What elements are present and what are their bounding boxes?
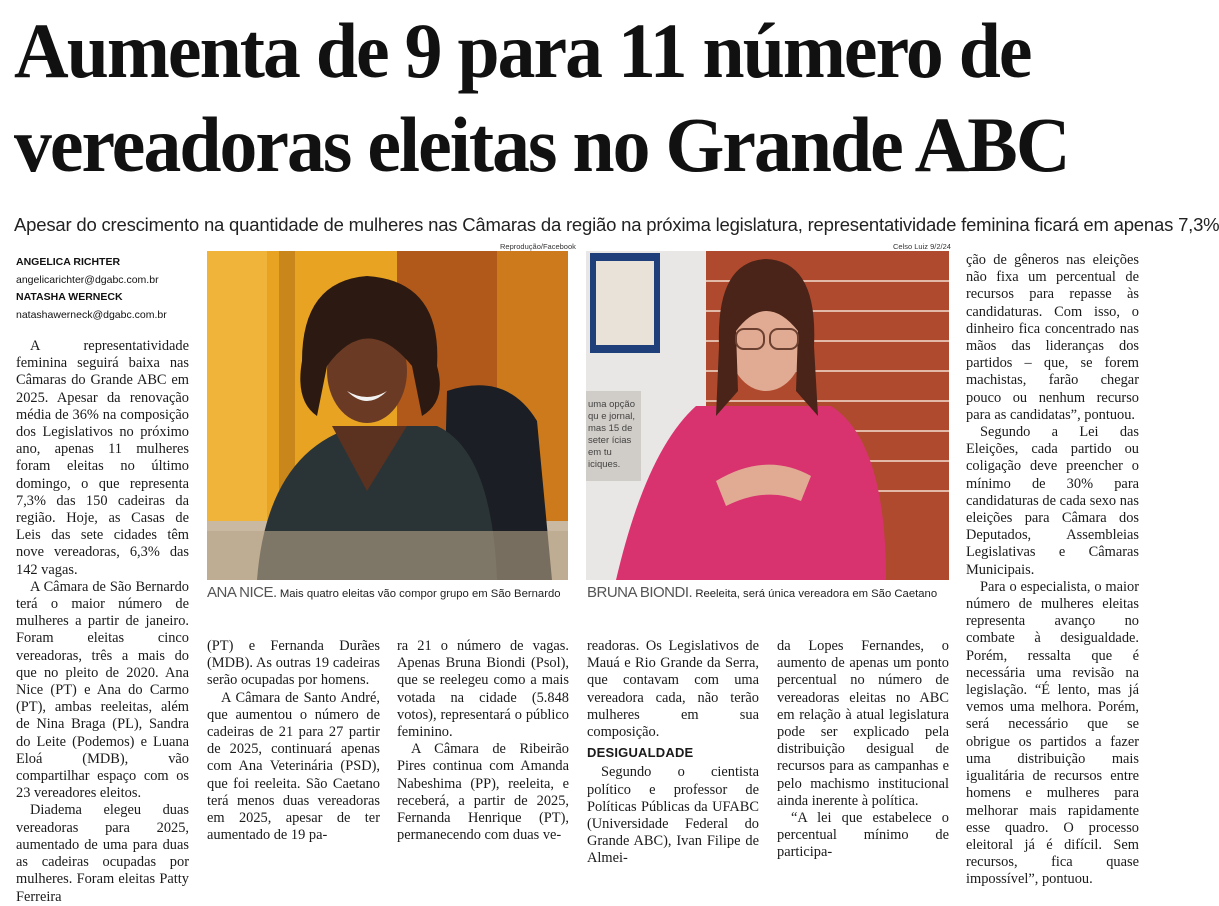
paragraph: A Câmara de Santo André, que aumentou o número de cadeiras de 21 para 27 partir de 2025, continuará apenas com Ana Veterinária (PSD), que foi reeleita. São Caetano terá menos duas vereadoras em 2025, apesar de ter aumentado de 19 pa-	[207, 689, 380, 844]
caption-name-1: ANA NICE.	[207, 584, 277, 601]
photo-credit-1: Reprodução/Facebook	[500, 242, 576, 251]
article-column-5	[777, 638, 949, 862]
section-heading: DESIGUALDADE	[587, 745, 694, 761]
photo-ana-nice	[207, 251, 568, 580]
headline	[14, 4, 1110, 192]
photo-caption-1	[207, 584, 561, 601]
author-name-1: ANGELICA RICHTER	[16, 256, 121, 268]
poster-text: uma opção qu e jornal, mas 15 de seter ícias em tu iciques.	[588, 399, 636, 470]
caption-name-2: BRUNA BIONDI.	[587, 584, 693, 601]
paragraph: A Câmara de São Bernardo terá o maior número de mulheres a partir de janeiro. Foram eleitas cinco vereadoras, três a mais do que no pleito de 2020. Ana Nice (PT) e Ana do Carmo (PT), ambas reeleitas, além de Nina Braga (PL), Sandra do Leite (Podemos) e Luana Eloá (MDB), vão compartilhar espaço com os 23 vereadores eleitos.	[16, 578, 189, 802]
headline-line-1: Aumenta de 9 para 11 número de	[14, 7, 1031, 94]
paragraph: ra 21 o número de vagas. Apenas Bruna Biondi (Psol), que se reelegeu como a mais votada na cidade (5.848 votos), representará o público feminino.	[397, 638, 569, 741]
photo-bruna-biondi	[586, 251, 949, 580]
headline-line-2: vereadoras eleitas no Grande ABC	[14, 101, 1069, 188]
photo-credit-2: Celso Luiz 9/2/24	[893, 242, 951, 251]
author-email-1: angelicarichter@dgabc.com.br	[16, 274, 159, 286]
paragraph: Para o especialista, o maior número de mulheres eleitas representa avanço no combate à desigualdade. Porém, ressalta que é necessária uma revisão na legislação. “É lento, mas já vemos uma melhora. Porém, será necessário que se obrigue os partidos a fazer uma distribuição mais igualitária de recursos entre homens e mulheres para melhorar mais rapidamente esse quadro. O processo eleitoral já é difícil. Sem recursos, fica quase impossível”, pontuou.	[966, 578, 1139, 888]
author-email-2: natashawerneck@dgabc.com.br	[16, 309, 167, 321]
caption-text-1: Mais quatro eleitas vão compor grupo em São Bernardo	[279, 588, 561, 600]
caption-text-2: Reeleita, será única vereadora em São Caetano	[695, 588, 938, 600]
paragraph: (PT) e Fernanda Durães (MDB). As outras 19 cadeiras serão ocupadas por homens.	[207, 638, 380, 689]
subheadline: Apesar do crescimento na quantidade de mulheres nas Câmaras da região na próxima legislatura, representatividade feminina ficará em apenas 7,3%	[14, 214, 1219, 235]
paragraph: Diadema elegeu duas vereadoras para 2025, aumentado de uma para duas as cadeiras ocupadas por mulheres. Foram eleitas Patty Ferreira	[16, 802, 189, 905]
paragraph: “A lei que estabelece o percentual mínimo de participa-	[777, 810, 949, 861]
article-column-6	[966, 252, 1139, 889]
article-column-1	[16, 338, 189, 906]
paragraph: Segundo o cientista político e professor de Políticas Públicas da UFABC (Universidade Federal do Grande ABC), Ivan Filipe de Almei-	[587, 764, 759, 867]
author-name-2: NATASHA WERNECK	[16, 291, 123, 303]
paragraph: Segundo a Lei das Eleições, cada partido ou coligação deve preencher o mínimo de 30% para candidaturas de cada sexo nas eleições para Câmara dos Deputados, Assembleias Legislativas e Câmaras Municipais.	[966, 424, 1139, 578]
photo-caption-2	[587, 584, 937, 601]
article-column-3	[397, 638, 569, 844]
article-column-4	[587, 638, 759, 868]
paragraph: ção de gêneros nas eleições não fixa um percentual de recursos para repasse às candidaturas. Com isso, o dinheiro fica concentrado nas mãos das lideranças dos partidos – que, se forem machistas, farão chegar pouco ou nenhum recurso para as candidatas”, pontuou.	[966, 252, 1139, 423]
paragraph: A Câmara de Ribeirão Pires continua com Amanda Nabeshima (PP), reeleita, e receberá, a partir de 2025, Fernanda Henrique (PT), permanecendo com duas ve-	[397, 741, 569, 844]
paragraph: da Lopes Fernandes, o aumento de apenas um ponto percentual no número de vereadoras eleitas no ABC em relação à atual legislatura pode ser explicado pela distribuição desigual de recursos para as campanhas e pelo machismo institucional ainda inerente à política.	[777, 638, 949, 809]
paragraph: readoras. Os Legislativos de Mauá e Rio Grande da Serra, que contavam com uma vereadora cada, não terão mulheres em sua composição.	[587, 638, 759, 741]
photo-ana-nice-illustration	[207, 251, 568, 580]
article-column-2	[207, 638, 380, 844]
paragraph: A representatividade feminina seguirá baixa nas Câmaras do Grande ABC em 2025. Apesar da renovação média de 36% na composição dos Legislativos no próximo ano, apenas 11 mulheres foram eleitas no último domingo, o que representa 7,3% das 150 cadeiras da região. Hoje, as Casas de Leis das sete cidades têm nove vereadoras, 6,3% das 142 vagas.	[16, 338, 189, 578]
